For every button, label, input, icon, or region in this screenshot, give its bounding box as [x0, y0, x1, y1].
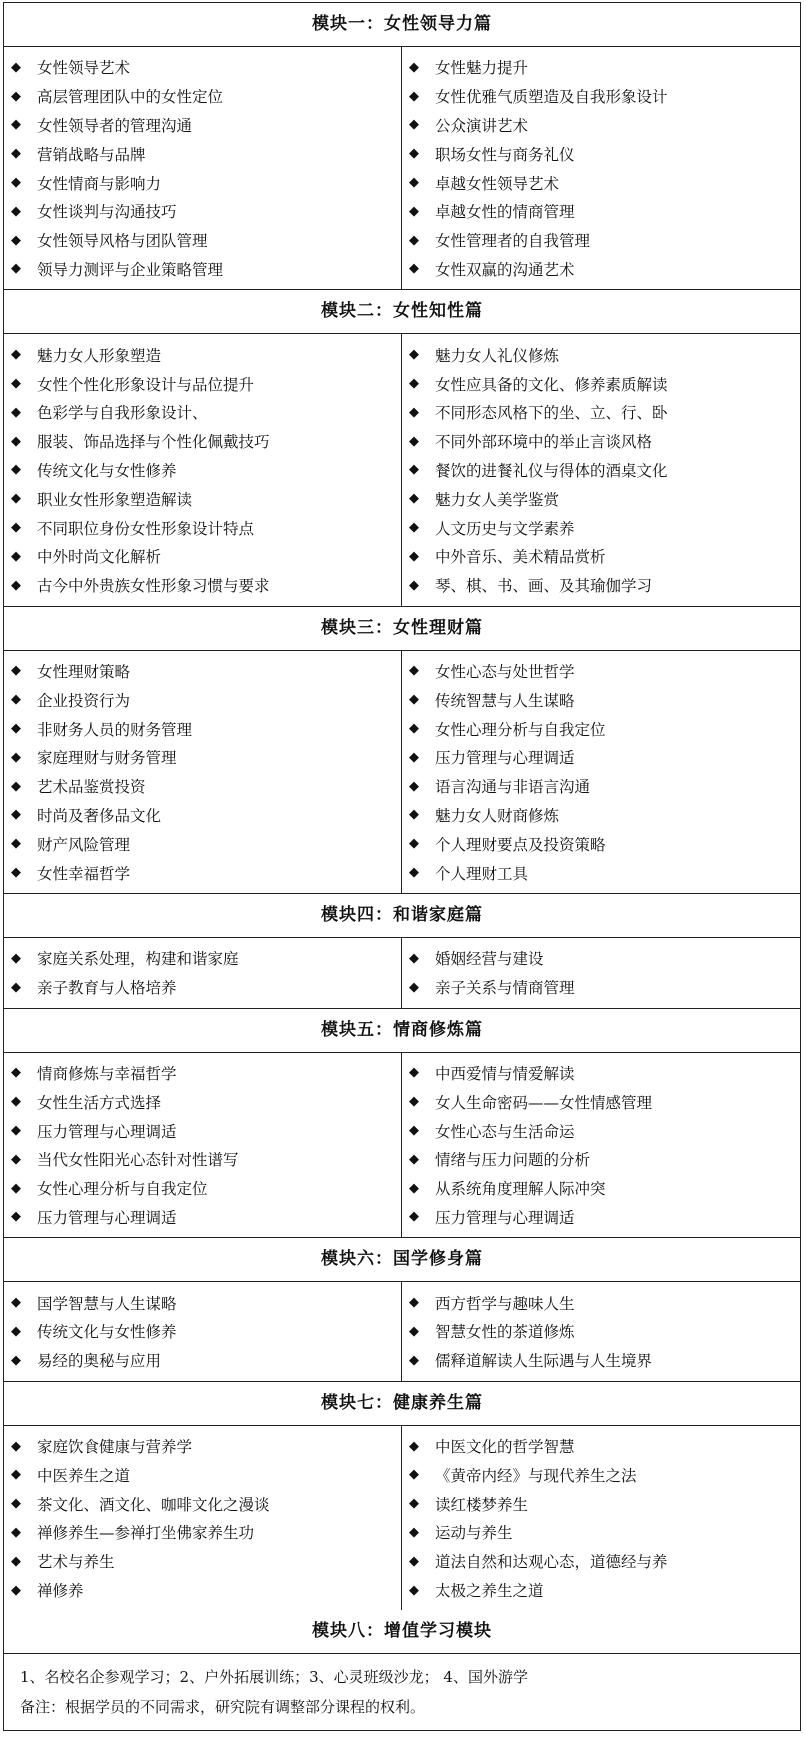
course-item-label: 女性领导者的管理沟通	[37, 116, 193, 135]
course-item	[402, 1203, 800, 1232]
course-modules-table	[3, 2, 801, 1731]
diamond-bullet-icon: ◆	[11, 1524, 21, 1540]
course-item	[402, 973, 800, 1002]
course-item-label: 女性理财策略	[37, 662, 131, 681]
course-item-label: 亲子关系与情商管理	[435, 979, 575, 998]
course-item	[4, 657, 401, 686]
course-item	[402, 197, 800, 226]
course-item-label: 不同形态风格下的坐、立、行、卧	[435, 404, 668, 423]
diamond-bullet-icon: ◆	[11, 778, 21, 794]
right-column	[402, 938, 800, 1008]
diamond-bullet-icon: ◆	[11, 548, 21, 564]
course-item-label: 高层管理团队中的女性定位	[37, 88, 224, 107]
course-item-label: 艺术品鉴赏投资	[37, 778, 146, 797]
left-column	[4, 1426, 402, 1611]
course-item-label: 领导力测评与企业策略管理	[37, 260, 224, 279]
course-item-label: 语言沟通与非语言沟通	[435, 778, 591, 797]
course-item	[402, 1288, 800, 1317]
diamond-bullet-icon: ◆	[409, 462, 419, 478]
course-item-label: 卓越女性的情商管理	[435, 203, 575, 222]
course-item-label: 女性管理者的自我管理	[435, 232, 591, 251]
diamond-bullet-icon: ◆	[11, 1467, 21, 1483]
course-item	[4, 1288, 401, 1317]
diamond-bullet-icon: ◆	[11, 433, 21, 449]
course-item-label: 魅力女人形象塑造	[37, 346, 162, 365]
module-title: 模块三：女性理财篇	[4, 607, 800, 651]
course-item	[402, 427, 800, 456]
course-item-label: 艺术与养生	[37, 1553, 115, 1572]
course-item-label: 女性心态与处世哲学	[435, 662, 575, 681]
modules-container	[4, 3, 800, 1610]
diamond-bullet-icon: ◆	[409, 376, 419, 392]
diamond-bullet-icon: ◆	[11, 462, 21, 478]
diamond-bullet-icon: ◆	[409, 692, 419, 708]
diamond-bullet-icon: ◆	[11, 865, 21, 881]
diamond-bullet-icon: ◆	[11, 1553, 21, 1569]
course-item	[402, 53, 800, 82]
course-item	[402, 340, 800, 369]
course-item-label: 茶文化、酒文化、咖啡文化之漫谈	[37, 1495, 270, 1514]
diamond-bullet-icon: ◆	[11, 520, 21, 536]
diamond-bullet-icon: ◆	[11, 404, 21, 420]
course-item-label: 易经的奥秘与应用	[37, 1352, 162, 1371]
course-item-label: 个人理财工具	[435, 864, 529, 883]
course-item-label: 压力管理与心理调适	[435, 1208, 575, 1227]
course-item-label: 服装、饰品选择与个性化佩戴技巧	[37, 433, 270, 452]
course-item	[402, 714, 800, 743]
course-item-label: 亲子教育与人格培养	[37, 979, 177, 998]
course-item-label: 《黄帝内经》与现代养生之法	[435, 1466, 637, 1485]
course-item	[4, 255, 401, 284]
course-item-label: 古今中外贵族女性形象习惯与要求	[37, 577, 270, 596]
course-item	[4, 801, 401, 830]
course-item	[4, 685, 401, 714]
course-item	[4, 1489, 401, 1518]
course-item	[4, 1518, 401, 1547]
diamond-bullet-icon: ◆	[11, 376, 21, 392]
course-item	[402, 743, 800, 772]
module-8	[4, 1610, 800, 1730]
course-item-label: 色彩学与自我形象设计、	[37, 404, 208, 423]
course-item-label: 女性优雅气质塑造及自我形象设计	[435, 88, 668, 107]
course-item-label: 国学智慧与人生谋略	[37, 1294, 177, 1313]
diamond-bullet-icon: ◆	[11, 749, 21, 765]
diamond-bullet-icon: ◆	[11, 88, 21, 104]
course-item-label: 女性应具备的文化、修养素质解读	[435, 375, 668, 394]
course-item	[4, 226, 401, 255]
course-item	[4, 427, 401, 456]
diamond-bullet-icon: ◆	[409, 404, 419, 420]
diamond-bullet-icon: ◆	[409, 1352, 419, 1368]
course-item	[4, 1547, 401, 1576]
module-body	[4, 47, 800, 289]
course-item-label: 财产风险管理	[37, 835, 131, 854]
right-column	[402, 651, 800, 893]
diamond-bullet-icon: ◆	[11, 1438, 21, 1454]
module-4	[4, 894, 800, 1009]
diamond-bullet-icon: ◆	[409, 1496, 419, 1512]
course-item-label: 企业投资行为	[37, 691, 131, 710]
course-item-label: 魅力女人礼仪修炼	[435, 346, 560, 365]
course-item-label: 太极之养生之道	[435, 1582, 544, 1601]
diamond-bullet-icon: ◆	[409, 232, 419, 248]
diamond-bullet-icon: ◆	[11, 117, 21, 133]
course-item	[4, 829, 401, 858]
course-item-label: 女性双赢的沟通艺术	[435, 260, 575, 279]
course-item-label: 家庭关系处理，构建和谐家庭	[37, 950, 239, 969]
course-item	[4, 139, 401, 168]
course-item-label: 情商修炼与幸福哲学	[37, 1064, 177, 1083]
course-item-label: 道法自然和达观心态，道德经与养	[435, 1553, 668, 1572]
course-item	[4, 369, 401, 398]
course-item	[4, 1576, 401, 1605]
diamond-bullet-icon: ◆	[409, 1295, 419, 1311]
diamond-bullet-icon: ◆	[11, 1582, 21, 1598]
course-item	[4, 772, 401, 801]
course-item-label: 从系统角度理解人际冲突	[435, 1180, 606, 1199]
diamond-bullet-icon: ◆	[409, 1524, 419, 1540]
course-item	[402, 456, 800, 485]
course-item-label: 女性心态与生活命运	[435, 1122, 575, 1141]
diamond-bullet-icon: ◆	[11, 663, 21, 679]
diamond-bullet-icon: ◆	[11, 1065, 21, 1081]
course-item	[402, 255, 800, 284]
course-item-label: 家庭饮食健康与营养学	[37, 1438, 193, 1457]
diamond-bullet-icon: ◆	[11, 1352, 21, 1368]
course-item	[402, 82, 800, 111]
diamond-bullet-icon: ◆	[11, 491, 21, 507]
course-item	[4, 513, 401, 542]
module-title: 模块一：女性领导力篇	[4, 3, 800, 47]
course-item-label: 女性生活方式选择	[37, 1093, 162, 1112]
module-title: 模块四：和谐家庭篇	[4, 894, 800, 938]
course-item-label: 婚姻经营与建设	[435, 950, 544, 969]
course-item	[402, 772, 800, 801]
course-item	[4, 1087, 401, 1116]
course-item-label: 女性心理分析与自我定位	[435, 720, 606, 739]
module-body	[4, 938, 800, 1008]
course-item	[402, 513, 800, 542]
diamond-bullet-icon: ◆	[409, 1094, 419, 1110]
course-item	[402, 168, 800, 197]
course-item-label: 个人理财要点及投资策略	[435, 835, 606, 854]
course-item	[4, 53, 401, 82]
course-item	[4, 1174, 401, 1203]
course-item-label: 时尚及奢侈品文化	[37, 806, 162, 825]
diamond-bullet-icon: ◆	[409, 836, 419, 852]
diamond-bullet-icon: ◆	[11, 1295, 21, 1311]
module-6	[4, 1238, 800, 1381]
course-item	[402, 1059, 800, 1088]
right-column	[402, 1282, 800, 1380]
course-item	[402, 829, 800, 858]
diamond-bullet-icon: ◆	[409, 950, 419, 966]
course-item	[4, 1317, 401, 1346]
course-item	[402, 398, 800, 427]
left-column	[4, 334, 402, 605]
course-item-label: 儒释道解读人生际遇与人生境界	[435, 1352, 653, 1371]
course-item	[4, 1203, 401, 1232]
course-item	[402, 1432, 800, 1461]
diamond-bullet-icon: ◆	[11, 692, 21, 708]
course-item-label: 智慧女性的茶道修炼	[435, 1323, 575, 1342]
course-item	[402, 139, 800, 168]
course-item	[402, 484, 800, 513]
course-item-label: 女性情商与影响力	[37, 174, 162, 193]
diamond-bullet-icon: ◆	[11, 1209, 21, 1225]
left-column	[4, 651, 402, 893]
diamond-bullet-icon: ◆	[11, 1323, 21, 1339]
diamond-bullet-icon: ◆	[409, 1582, 419, 1598]
diamond-bullet-icon: ◆	[409, 175, 419, 191]
diamond-bullet-icon: ◆	[11, 979, 21, 995]
course-item-label: 女性魅力提升	[435, 59, 529, 78]
course-item	[402, 226, 800, 255]
course-item-label: 禅修养	[37, 1582, 84, 1601]
module-title: 模块二：女性知性篇	[4, 290, 800, 334]
course-item-label: 女人生命密码——女性情感管理	[435, 1093, 653, 1112]
module-body	[4, 334, 800, 605]
course-item-label: 压力管理与心理调适	[37, 1208, 177, 1227]
diamond-bullet-icon: ◆	[11, 1151, 21, 1167]
diamond-bullet-icon: ◆	[11, 1123, 21, 1138]
course-item	[4, 1059, 401, 1088]
course-item-label: 中医养生之道	[37, 1466, 131, 1485]
course-item	[4, 743, 401, 772]
course-item-label: 传统文化与女性修养	[37, 1323, 177, 1342]
course-item	[4, 111, 401, 140]
module-title: 模块八：增值学习模块	[4, 1610, 800, 1654]
course-item-label: 魅力女人美学鉴赏	[435, 490, 560, 509]
module-5	[4, 1009, 800, 1239]
diamond-bullet-icon: ◆	[409, 1123, 419, 1138]
diamond-bullet-icon: ◆	[409, 203, 419, 219]
left-column	[4, 47, 402, 289]
diamond-bullet-icon: ◆	[409, 1180, 419, 1196]
module-3	[4, 607, 800, 894]
diamond-bullet-icon: ◆	[409, 663, 419, 679]
diamond-bullet-icon: ◆	[409, 1209, 419, 1225]
diamond-bullet-icon: ◆	[11, 232, 21, 248]
module-body	[4, 1053, 800, 1238]
diamond-bullet-icon: ◆	[409, 548, 419, 564]
diamond-bullet-icon: ◆	[11, 1094, 21, 1110]
course-item	[4, 82, 401, 111]
course-item	[4, 456, 401, 485]
course-item-label: 读红楼梦养生	[435, 1495, 529, 1514]
course-item-label: 禅修养生—参禅打坐佛家养生功	[37, 1524, 255, 1543]
diamond-bullet-icon: ◆	[409, 865, 419, 881]
value-added-activities: 1、名校名企参观学习；2、户外拓展训练；3、心灵班级沙龙； 4、国外游学	[20, 1668, 528, 1687]
course-item	[4, 398, 401, 427]
diamond-bullet-icon: ◆	[409, 1438, 419, 1454]
course-item	[402, 1145, 800, 1174]
course-item-label: 情绪与压力问题的分析	[435, 1151, 591, 1170]
diamond-bullet-icon: ◆	[11, 59, 21, 75]
module-8-notes	[4, 1654, 800, 1730]
course-item-label: 女性谈判与沟通技巧	[37, 203, 177, 222]
diamond-bullet-icon: ◆	[409, 1065, 419, 1081]
course-item	[402, 1317, 800, 1346]
right-column	[402, 47, 800, 289]
course-item	[402, 1518, 800, 1547]
course-item	[402, 542, 800, 571]
course-item-label: 人文历史与文学素养	[435, 519, 575, 538]
diamond-bullet-icon: ◆	[409, 491, 419, 507]
course-item	[402, 1346, 800, 1375]
course-item-label: 中外音乐、美术精品赏析	[435, 548, 606, 567]
course-item	[4, 944, 401, 973]
course-item	[402, 1547, 800, 1576]
course-item	[402, 1116, 800, 1145]
course-item	[4, 858, 401, 887]
course-item-label: 女性幸福哲学	[37, 864, 131, 883]
course-item-label: 餐饮的进餐礼仪与得体的酒桌文化	[435, 461, 668, 480]
module-7	[4, 1382, 800, 1611]
right-column	[402, 334, 800, 605]
diamond-bullet-icon: ◆	[11, 261, 21, 277]
left-column	[4, 1282, 402, 1380]
course-item	[4, 197, 401, 226]
course-item	[4, 1145, 401, 1174]
diamond-bullet-icon: ◆	[409, 721, 419, 737]
right-column	[402, 1426, 800, 1611]
diamond-bullet-icon: ◆	[409, 749, 419, 765]
course-item	[402, 369, 800, 398]
course-item	[4, 973, 401, 1002]
course-item-label: 魅力女人财商修炼	[435, 806, 560, 825]
course-item	[402, 111, 800, 140]
course-item-label: 中医文化的哲学智慧	[435, 1438, 575, 1457]
course-item-label: 女性心理分析与自我定位	[37, 1180, 208, 1199]
diamond-bullet-icon: ◆	[409, 347, 419, 363]
course-item	[402, 801, 800, 830]
diamond-bullet-icon: ◆	[409, 117, 419, 133]
course-item	[402, 685, 800, 714]
course-item-label: 女性领导风格与团队管理	[37, 232, 208, 251]
diamond-bullet-icon: ◆	[409, 577, 419, 593]
diamond-bullet-icon: ◆	[409, 88, 419, 104]
course-item	[4, 571, 401, 600]
diamond-bullet-icon: ◆	[409, 979, 419, 995]
module-body	[4, 1282, 800, 1380]
course-item-label: 不同外部环境中的举止言谈风格	[435, 433, 653, 452]
diamond-bullet-icon: ◆	[11, 1496, 21, 1512]
module-title: 模块五：情商修炼篇	[4, 1009, 800, 1053]
course-item-label: 女性个性化形象设计与品位提升	[37, 375, 255, 394]
course-item-label: 压力管理与心理调适	[37, 1122, 177, 1141]
course-item-label: 压力管理与心理调适	[435, 749, 575, 768]
module-2	[4, 290, 800, 606]
course-item	[4, 1116, 401, 1145]
course-item-label: 琴、棋、书、画、及其瑜伽学习	[435, 577, 653, 596]
diamond-bullet-icon: ◆	[11, 721, 21, 737]
diamond-bullet-icon: ◆	[11, 1180, 21, 1196]
module-body	[4, 651, 800, 893]
diamond-bullet-icon: ◆	[11, 175, 21, 191]
module-title: 模块六：国学修身篇	[4, 1238, 800, 1282]
diamond-bullet-icon: ◆	[409, 261, 419, 277]
diamond-bullet-icon: ◆	[409, 433, 419, 449]
course-item-label: 当代女性阳光心态针对性谱写	[37, 1151, 239, 1170]
diamond-bullet-icon: ◆	[409, 778, 419, 794]
diamond-bullet-icon: ◆	[11, 146, 21, 162]
course-item	[4, 484, 401, 513]
course-item	[402, 944, 800, 973]
course-item	[402, 1489, 800, 1518]
course-item	[402, 657, 800, 686]
diamond-bullet-icon: ◆	[11, 577, 21, 593]
course-item-label: 运动与养生	[435, 1524, 513, 1543]
course-item	[4, 714, 401, 743]
course-item	[402, 1460, 800, 1489]
diamond-bullet-icon: ◆	[409, 1467, 419, 1483]
module-title: 模块七：健康养生篇	[4, 1382, 800, 1426]
diamond-bullet-icon: ◆	[11, 203, 21, 219]
diamond-bullet-icon: ◆	[409, 1151, 419, 1167]
course-item-label: 营销战略与品牌	[37, 145, 146, 164]
diamond-bullet-icon: ◆	[11, 950, 21, 966]
course-item-label: 家庭理财与财务管理	[37, 749, 177, 768]
diamond-bullet-icon: ◆	[11, 836, 21, 852]
right-column	[402, 1053, 800, 1238]
course-item-label: 卓越女性领导艺术	[435, 174, 560, 193]
diamond-bullet-icon: ◆	[409, 1553, 419, 1569]
course-item	[402, 1087, 800, 1116]
diamond-bullet-icon: ◆	[409, 807, 419, 823]
course-item-label: 传统文化与女性修养	[37, 461, 177, 480]
course-item-label: 中外时尚文化解析	[37, 548, 162, 567]
course-item	[402, 1174, 800, 1203]
course-item	[402, 1576, 800, 1605]
course-item-label: 中西爱情与情爱解读	[435, 1064, 575, 1083]
course-item	[4, 168, 401, 197]
remark-note: 备注：根据学员的不同需求，研究院有调整部分课程的权利。	[20, 1698, 426, 1717]
diamond-bullet-icon: ◆	[409, 146, 419, 162]
module-1	[4, 3, 800, 290]
course-item	[4, 340, 401, 369]
course-item	[4, 1346, 401, 1375]
course-item-label: 公众演讲艺术	[435, 116, 529, 135]
course-item-label: 职业女性形象塑造解读	[37, 490, 193, 509]
left-column	[4, 938, 402, 1008]
diamond-bullet-icon: ◆	[409, 520, 419, 536]
module-body	[4, 1426, 800, 1611]
diamond-bullet-icon: ◆	[409, 1323, 419, 1339]
course-item	[4, 542, 401, 571]
course-item-label: 传统智慧与人生谋略	[435, 691, 575, 710]
course-item	[402, 858, 800, 887]
diamond-bullet-icon: ◆	[11, 807, 21, 823]
course-item-label: 不同职位身份女性形象设计特点	[37, 519, 255, 538]
course-item-label: 职场女性与商务礼仪	[435, 145, 575, 164]
course-item	[4, 1432, 401, 1461]
course-item-label: 女性领导艺术	[37, 59, 131, 78]
course-item-label: 西方哲学与趣味人生	[435, 1294, 575, 1313]
diamond-bullet-icon: ◆	[11, 347, 21, 363]
diamond-bullet-icon: ◆	[409, 59, 419, 75]
course-item	[4, 1460, 401, 1489]
course-item	[402, 571, 800, 600]
course-item-label: 非财务人员的财务管理	[37, 720, 193, 739]
left-column	[4, 1053, 402, 1238]
